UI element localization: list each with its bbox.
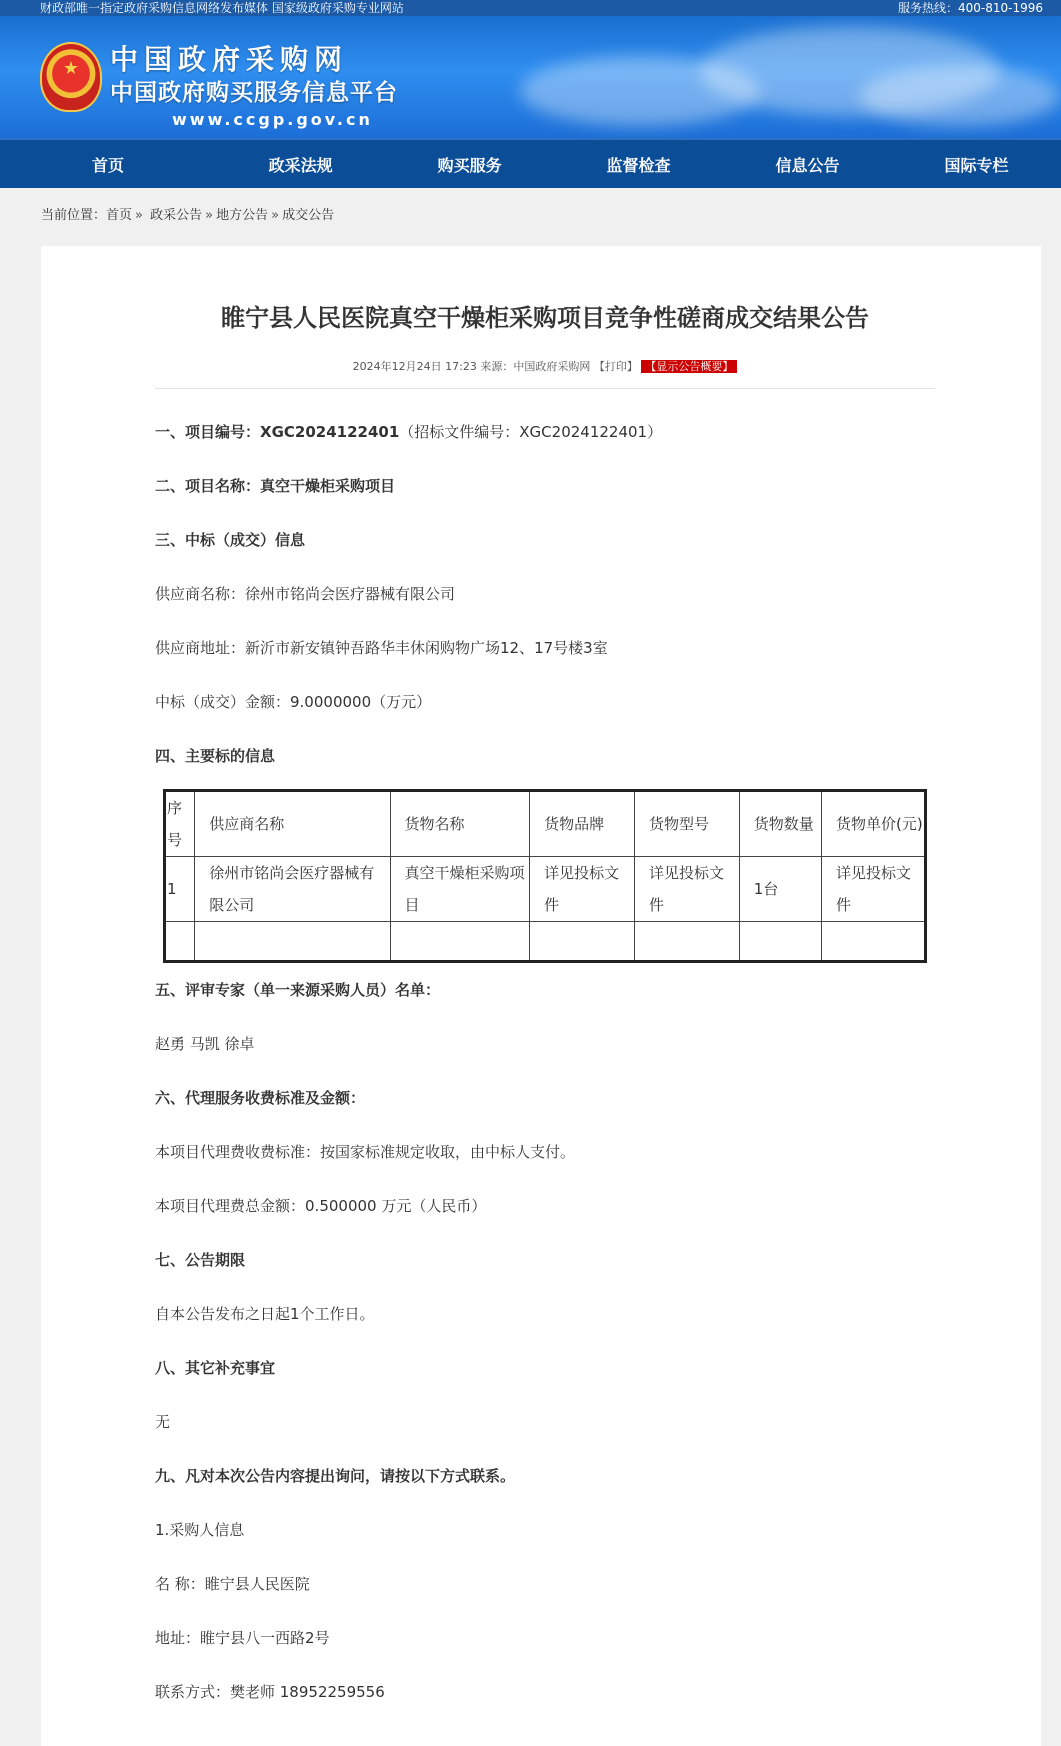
section-award-info: 三、中标（成交）信息 <box>155 531 306 549</box>
article-meta <box>155 358 935 389</box>
tender-doc-number: （招标文件编号：XGC2024122401） <box>399 423 663 441</box>
cell-index: 1 <box>165 857 195 922</box>
nav-international[interactable]: 国际专栏 <box>944 155 1009 175</box>
section-contact: 九、凡对本次公告内容提出询问，请按以下方式联系。 <box>155 1467 516 1485</box>
award-amount: 中标（成交）金额：9.0000000（万元） <box>155 693 432 711</box>
article-source: 来源：中国政府采购网 <box>480 360 591 373</box>
cell-quantity: 1台 <box>739 857 821 922</box>
empty-cell <box>634 922 739 962</box>
buyer-contact: 联系方式：樊老师 18952259556 <box>155 1683 385 1701</box>
cell-supplier: 徐州市铭尚会医疗器械有限公司 <box>195 857 390 922</box>
breadcrumb-sep: » <box>271 208 280 223</box>
header-index: 序号 <box>165 791 195 857</box>
breadcrumb-sep: » <box>135 208 143 223</box>
nav-regulations[interactable]: 政采法规 <box>268 155 333 175</box>
show-summary-button[interactable]: 【显示公告概要】 <box>641 360 737 373</box>
cell-unit-price: 详见投标文件 <box>822 857 926 922</box>
empty-cell <box>822 922 926 962</box>
top-info-bar <box>0 0 1061 16</box>
section-main-items: 四、主要标的信息 <box>155 747 276 765</box>
cell-brand: 详见投标文件 <box>530 857 635 922</box>
nav-home[interactable]: 首页 <box>92 155 125 175</box>
breadcrumb-deal[interactable]: 成交公告 <box>282 208 335 223</box>
items-table <box>163 789 927 963</box>
nav-supervision[interactable]: 监督检查 <box>606 155 671 175</box>
nav-purchase-services[interactable]: 购买服务 <box>437 155 502 175</box>
notice-period: 自本公告发布之日起1个工作日。 <box>155 1305 375 1323</box>
nav-announcements[interactable]: 信息公告 <box>775 155 840 175</box>
buyer-info-title: 1.采购人信息 <box>155 1521 245 1539</box>
header-unit-price: 货物单价(元) <box>822 791 926 857</box>
header-goods-name: 货物名称 <box>390 791 530 857</box>
header-brand: 货物品牌 <box>530 791 635 857</box>
cell-model: 详见投标文件 <box>634 857 739 922</box>
site-logo-title[interactable]: 中国政府采购网 <box>110 43 349 76</box>
project-name-label: 二、项目名称： <box>155 477 261 495</box>
breadcrumb <box>0 188 1061 244</box>
agency-fee-total: 本项目代理费总金额：0.500000 万元（人民币） <box>155 1197 487 1215</box>
empty-cell <box>195 922 390 962</box>
empty-cell <box>165 922 195 962</box>
supplier-address: 供应商地址：新沂市新安镇钟吾路华丰休闲购物广场12、17号楼3室 <box>155 639 608 657</box>
project-number-value: XGC2024122401 <box>260 423 400 441</box>
main-nav <box>0 138 1061 188</box>
breadcrumb-local[interactable]: 地方公告 <box>216 208 269 223</box>
project-number-label: 一、项目编号： <box>155 423 261 441</box>
service-hotline: 服务热线：400-810-1996 <box>897 1 1043 15</box>
breadcrumb-announcements[interactable]: 政采公告 <box>150 208 203 223</box>
project-number <box>155 405 935 459</box>
supplier-name: 供应商名称：徐州市铭尚会医疗器械有限公司 <box>155 585 456 603</box>
article-title: 睢宁县人民医院真空干燥柜采购项目竞争性磋商成交结果公告 <box>221 304 869 332</box>
section-agency-fee: 六、代理服务收费标准及金额： <box>155 1089 366 1107</box>
header-supplier: 供应商名称 <box>195 791 390 857</box>
empty-cell <box>390 922 530 962</box>
article <box>155 246 935 1719</box>
site-banner <box>0 16 1061 138</box>
site-slogan: 财政部唯一指定政府采购信息网络发布媒体 国家级政府采购专业网站 <box>40 1 404 15</box>
national-emblem-icon[interactable]: ★ <box>40 42 102 112</box>
table-row-empty <box>165 922 926 962</box>
table-header-row <box>165 791 926 857</box>
agency-fee-standard: 本项目代理费收费标准：按国家标准规定收取，由中标人支付。 <box>155 1143 576 1161</box>
experts-list: 赵勇 马凯 徐卓 <box>155 1035 255 1053</box>
buyer-name: 名 称：睢宁县人民医院 <box>155 1575 310 1593</box>
other-matters: 无 <box>155 1413 171 1431</box>
publish-date: 2024年12月24日 17:23 <box>352 360 477 373</box>
table-row <box>165 857 926 922</box>
empty-cell <box>739 922 821 962</box>
buyer-address: 地址：睢宁县八一西路2号 <box>155 1629 330 1647</box>
print-link[interactable]: 【打印】 <box>593 360 638 373</box>
section-notice-period: 七、公告期限 <box>155 1251 246 1269</box>
breadcrumb-sep: » <box>205 208 214 223</box>
section-other: 八、其它补充事宜 <box>155 1359 276 1377</box>
content-panel <box>41 246 1041 1746</box>
breadcrumb-home[interactable]: 首页 <box>106 208 133 223</box>
empty-cell <box>530 922 635 962</box>
header-model: 货物型号 <box>634 791 739 857</box>
project-name <box>155 459 935 513</box>
site-logo-subtitle[interactable]: 中国政府购买服务信息平台 <box>110 80 398 106</box>
breadcrumb-label: 当前位置： <box>41 208 107 223</box>
cell-goods-name: 真空干燥柜采购项目 <box>390 857 530 922</box>
project-name-value: 真空干燥柜采购项目 <box>260 477 396 495</box>
header-quantity: 货物数量 <box>739 791 821 857</box>
section-experts: 五、评审专家（单一来源采购人员）名单： <box>155 981 441 999</box>
site-url: www.ccgp.gov.cn <box>172 110 373 129</box>
